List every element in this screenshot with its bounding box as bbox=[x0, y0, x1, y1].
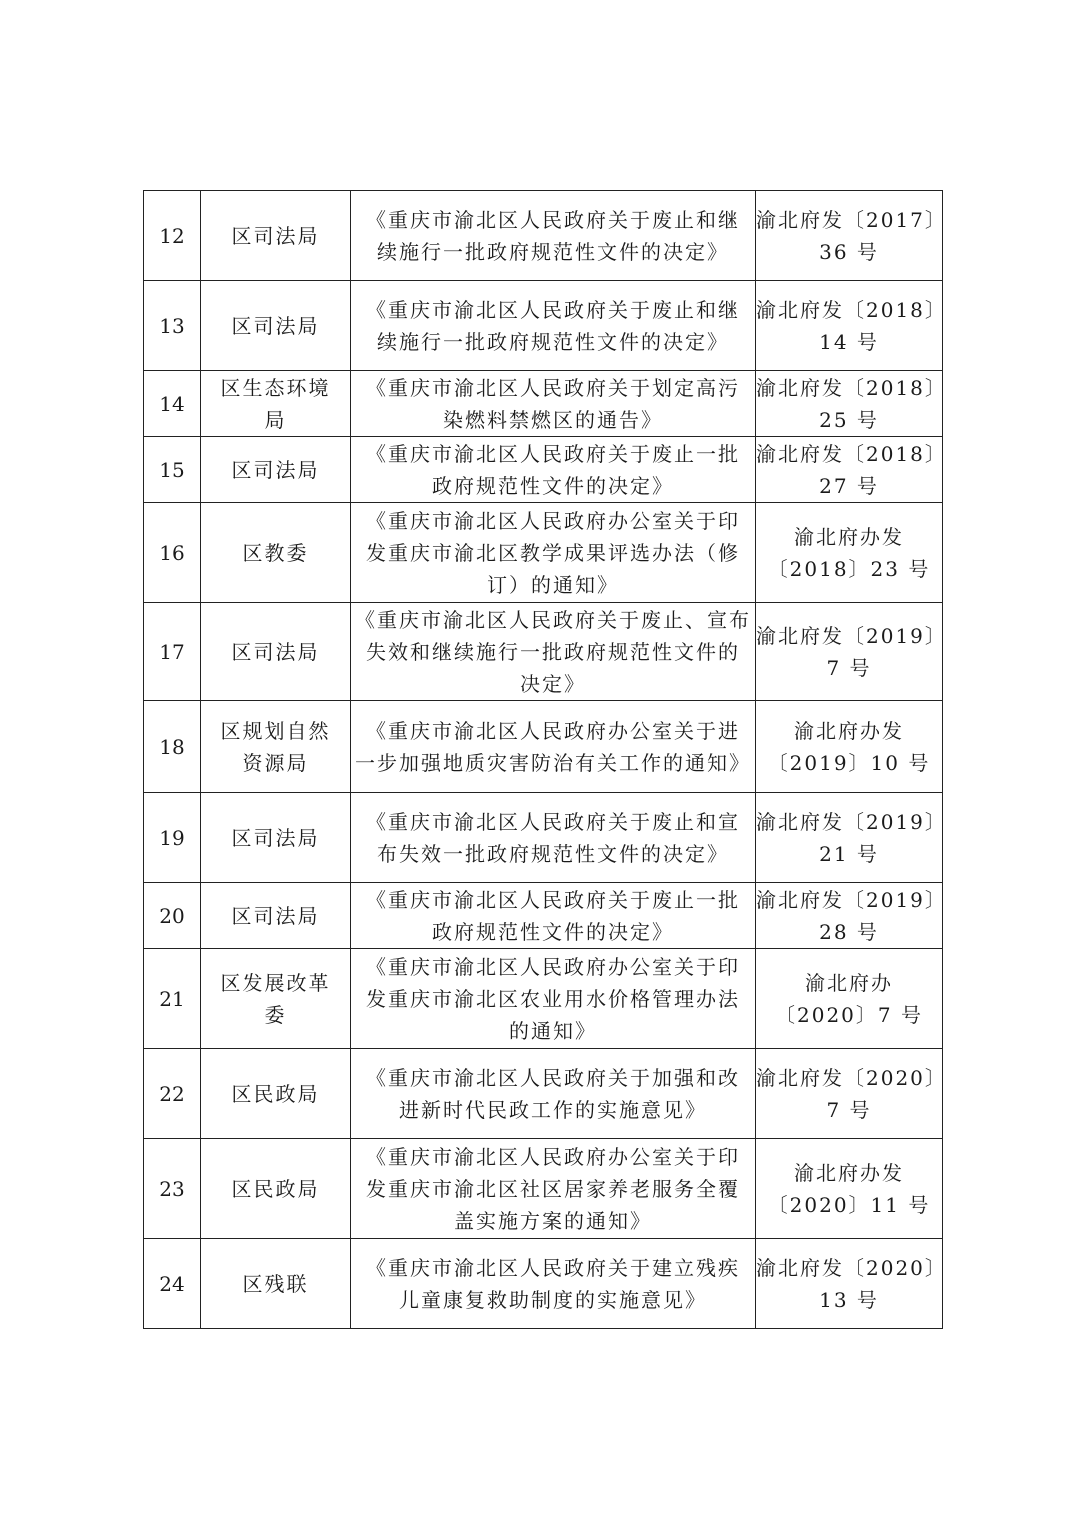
document-number-cell bbox=[756, 1049, 947, 1139]
document-number-cell bbox=[756, 603, 947, 701]
department-cell bbox=[201, 437, 351, 503]
document-title-cell-line: 《重庆市渝北区人民政府关于废止和继 bbox=[366, 207, 740, 232]
document-title-cell bbox=[351, 701, 756, 793]
department-cell-line: 资源局 bbox=[242, 750, 309, 775]
department-cell-line: 区残联 bbox=[242, 1271, 309, 1296]
document-title-cell-line: 《重庆市渝北区人民政府办公室关于印 bbox=[366, 508, 740, 533]
document-title-cell-line: 《重庆市渝北区人民政府关于废止和继 bbox=[366, 297, 740, 322]
document-number-cell-line: 28 号 bbox=[819, 919, 879, 944]
document-number-cell-line: 渝北府发〔2019〕 bbox=[756, 809, 947, 834]
document-number-cell-line: 渝北府办 bbox=[805, 970, 893, 995]
department-cell bbox=[201, 503, 351, 603]
document-title-cell-line: 《重庆市渝北区人民政府办公室关于印 bbox=[366, 954, 740, 979]
document-number-cell-line: 〔2019〕10 号 bbox=[767, 750, 931, 775]
document-number-cell-line: 7 号 bbox=[826, 655, 872, 680]
document-title-cell-line: 《重庆市渝北区人民政府关于加强和改 bbox=[366, 1065, 740, 1090]
document-title-cell-line: 进新时代民政工作的实施意见》 bbox=[399, 1097, 707, 1122]
document-title-cell-line: 《重庆市渝北区人民政府关于废止一批 bbox=[366, 887, 740, 912]
document-title-cell-line: 《重庆市渝北区人民政府关于建立残疾 bbox=[366, 1255, 740, 1280]
document-number-cell-line: 渝北府发〔2019〕 bbox=[756, 887, 947, 912]
document-title-cell-line: 政府规范性文件的决定》 bbox=[432, 473, 674, 498]
document-title-cell-line: 《重庆市渝北区人民政府办公室关于印 bbox=[366, 1144, 740, 1169]
document-number-cell-line: 渝北府发〔2017〕 bbox=[756, 207, 947, 232]
department-cell bbox=[201, 371, 351, 437]
document-title-cell bbox=[351, 191, 756, 281]
row-number: 17 bbox=[144, 603, 201, 701]
document-title-cell bbox=[351, 883, 756, 949]
document-title-cell-line: 续施行一批政府规范性文件的决定》 bbox=[377, 239, 729, 264]
document-number-cell bbox=[756, 191, 947, 281]
document-number-cell-line: 7 号 bbox=[826, 1097, 872, 1122]
document-number-cell-line: 渝北府办发 bbox=[794, 524, 904, 549]
table-row bbox=[144, 603, 943, 701]
document-title-cell-line: 失效和继续施行一批政府规范性文件的 bbox=[366, 639, 740, 664]
document-title-cell-line: 发重庆市渝北区社区居家养老服务全覆 bbox=[366, 1176, 740, 1201]
document-title-cell-line: 发重庆市渝北区农业用水价格管理办法 bbox=[366, 986, 740, 1011]
document-title-cell-line: 盖实施方案的通知》 bbox=[454, 1208, 652, 1233]
department-cell-line: 区司法局 bbox=[231, 903, 320, 928]
document-table bbox=[143, 190, 947, 1329]
document-number-cell-line: 渝北府办发 bbox=[794, 1160, 904, 1185]
document-number-cell bbox=[756, 793, 947, 883]
document-title-cell bbox=[351, 281, 756, 371]
document-number-cell-line: 〔2018〕23 号 bbox=[767, 556, 931, 581]
document-number-cell bbox=[756, 949, 943, 1049]
document-number-cell-line: 渝北府发〔2018〕 bbox=[756, 297, 947, 322]
document-title-cell-line: 布失效一批政府规范性文件的决定》 bbox=[377, 841, 729, 866]
document-title-cell-line: 一步加强地质灾害防治有关工作的通知》 bbox=[355, 750, 751, 775]
document-title-cell-line: 的通知》 bbox=[509, 1018, 597, 1043]
document-number-cell-line: 渝北府办发 bbox=[794, 718, 904, 743]
row-number: 24 bbox=[144, 1239, 201, 1329]
department-cell bbox=[201, 701, 351, 793]
document-title-cell bbox=[351, 603, 756, 701]
document-title-cell-line: 《重庆市渝北区人民政府关于划定高污 bbox=[366, 375, 740, 400]
department-cell-line: 区教委 bbox=[242, 540, 309, 565]
document-title-cell-line: 订）的通知》 bbox=[487, 572, 619, 597]
department-cell-line: 区民政局 bbox=[231, 1176, 320, 1201]
table-row bbox=[144, 191, 943, 281]
document-number-cell bbox=[756, 371, 947, 437]
document-title-cell bbox=[351, 503, 756, 603]
document-title-cell-line: 续施行一批政府规范性文件的决定》 bbox=[377, 329, 729, 354]
document-number-cell-line: 〔2020〕7 号 bbox=[775, 1002, 923, 1027]
table-row bbox=[144, 1049, 943, 1139]
table-row bbox=[144, 701, 943, 793]
document-number-cell-line: 13 号 bbox=[819, 1287, 879, 1312]
row-number: 23 bbox=[144, 1139, 201, 1239]
table-row bbox=[144, 1139, 943, 1239]
department-cell bbox=[201, 191, 351, 281]
row-number: 14 bbox=[144, 371, 201, 437]
department-cell-line: 区司法局 bbox=[231, 457, 320, 482]
document-title-cell bbox=[351, 1139, 756, 1239]
document-title-cell bbox=[351, 793, 756, 883]
document-title-cell bbox=[351, 437, 756, 503]
document-number-cell bbox=[756, 437, 947, 503]
table-row bbox=[144, 371, 943, 437]
row-number: 20 bbox=[144, 883, 201, 949]
department-cell bbox=[201, 603, 351, 701]
row-number: 18 bbox=[144, 701, 201, 793]
document-number-cell-line: 14 号 bbox=[819, 329, 879, 354]
document-title-cell-line: 发重庆市渝北区教学成果评选办法（修 bbox=[366, 540, 740, 565]
table-row bbox=[144, 503, 943, 603]
row-number: 22 bbox=[144, 1049, 201, 1139]
document-number-cell-line: 渝北府发〔2018〕 bbox=[756, 375, 947, 400]
document-number-cell-line: 渝北府发〔2018〕 bbox=[756, 441, 947, 466]
department-cell-line: 区生态环境 bbox=[220, 375, 331, 400]
table-body bbox=[144, 191, 947, 1329]
table-row bbox=[144, 437, 943, 503]
document-number-cell-line: 25 号 bbox=[819, 407, 879, 432]
document-title-cell-line: 染燃料禁燃区的通告》 bbox=[443, 407, 663, 432]
table-row bbox=[144, 1239, 943, 1329]
document-title-cell-line: 儿童康复救助制度的实施意见》 bbox=[399, 1287, 707, 1312]
department-cell-line: 区民政局 bbox=[231, 1081, 320, 1106]
document-title-cell-line: 《重庆市渝北区人民政府关于废止和宣 bbox=[366, 809, 740, 834]
row-number: 21 bbox=[144, 949, 201, 1049]
department-cell-line: 区司法局 bbox=[231, 639, 320, 664]
document-title-cell bbox=[351, 1049, 756, 1139]
document-title-cell bbox=[351, 949, 756, 1049]
document-title-cell-line: 《重庆市渝北区人民政府关于废止一批 bbox=[366, 441, 740, 466]
row-number: 15 bbox=[144, 437, 201, 503]
row-number: 12 bbox=[144, 191, 201, 281]
document-number-cell bbox=[756, 503, 943, 603]
document-number-cell bbox=[756, 883, 947, 949]
table-row bbox=[144, 281, 943, 371]
row-number: 13 bbox=[144, 281, 201, 371]
document-number-cell-line: 36 号 bbox=[819, 239, 879, 264]
department-cell-line: 区发展改革 bbox=[220, 970, 331, 995]
table-row bbox=[144, 883, 943, 949]
department-cell-line: 区司法局 bbox=[231, 313, 320, 338]
department-cell bbox=[201, 1049, 351, 1139]
document-number-cell bbox=[756, 1239, 947, 1329]
department-cell bbox=[201, 949, 351, 1049]
department-cell-line: 局 bbox=[264, 407, 287, 432]
table-row bbox=[144, 949, 943, 1049]
department-cell bbox=[201, 1239, 351, 1329]
department-cell-line: 委 bbox=[264, 1002, 287, 1027]
department-cell bbox=[201, 793, 351, 883]
department-cell-line: 区司法局 bbox=[231, 223, 320, 248]
row-number: 19 bbox=[144, 793, 201, 883]
document-number-cell bbox=[756, 281, 947, 371]
department-cell bbox=[201, 883, 351, 949]
document-number-cell bbox=[756, 1139, 943, 1239]
row-number: 16 bbox=[144, 503, 201, 603]
department-cell-line: 区司法局 bbox=[231, 825, 320, 850]
document-title-cell bbox=[351, 1239, 756, 1329]
document-number-cell-line: 渝北府发〔2019〕 bbox=[756, 623, 947, 648]
document-title-cell bbox=[351, 371, 756, 437]
document-title-cell-line: 《重庆市渝北区人民政府办公室关于进 bbox=[366, 718, 740, 743]
document-number-cell-line: 渝北府发〔2020〕 bbox=[756, 1255, 947, 1280]
department-cell-line: 区规划自然 bbox=[220, 718, 331, 743]
document-number-cell bbox=[756, 701, 943, 793]
document-number-cell-line: 27 号 bbox=[819, 473, 879, 498]
document-title-cell-line: 决定》 bbox=[520, 671, 586, 696]
document-number-cell-line: 21 号 bbox=[819, 841, 879, 866]
document-title-cell-line: 《重庆市渝北区人民政府关于废止、宣布 bbox=[355, 607, 751, 632]
table-row bbox=[144, 793, 943, 883]
department-cell bbox=[201, 281, 351, 371]
document-title-cell-line: 政府规范性文件的决定》 bbox=[432, 919, 674, 944]
department-cell bbox=[201, 1139, 351, 1239]
document-number-cell-line: 渝北府发〔2020〕 bbox=[756, 1065, 947, 1090]
document-number-cell-line: 〔2020〕11 号 bbox=[767, 1192, 931, 1217]
